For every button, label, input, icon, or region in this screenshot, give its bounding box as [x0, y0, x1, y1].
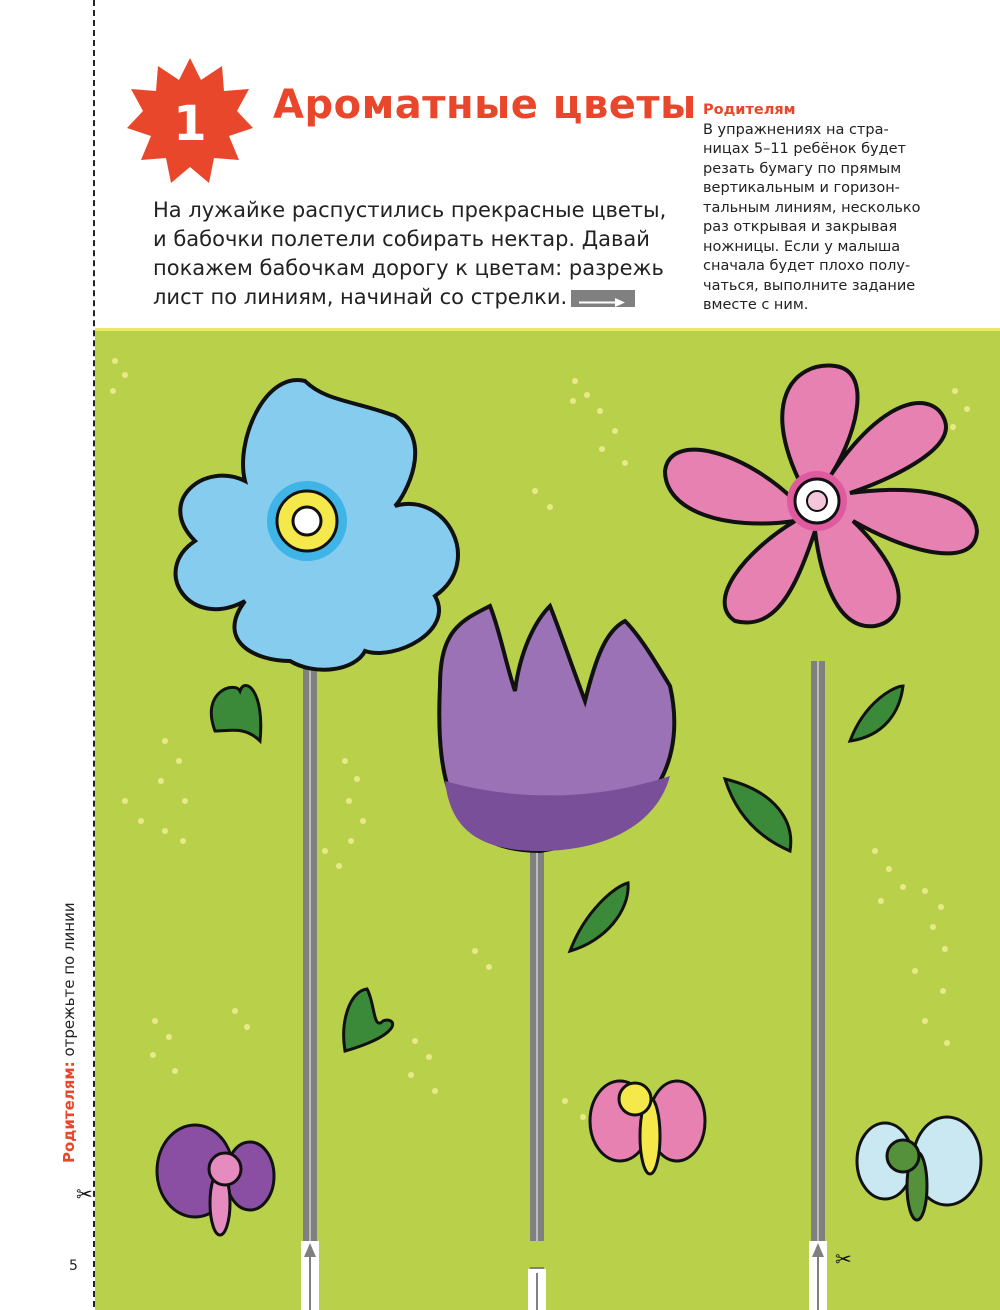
parents-note-line: тальным линиям, несколько	[703, 199, 921, 216]
start-arrow-icon	[809, 1241, 827, 1310]
scissors-icon: ✂	[76, 1182, 93, 1206]
parents-note-title: Родителям	[703, 102, 796, 118]
intro-line: лист по линиям, начинай со стрелки.	[153, 283, 683, 312]
butterfly-purple	[157, 1125, 274, 1235]
side-cut-instruction: Родителям: отрежьте по линии	[60, 902, 78, 1163]
parents-note	[703, 101, 938, 316]
parents-note-line: ножницы. Если у малыша	[703, 238, 901, 255]
butterfly-blue	[857, 1117, 981, 1220]
intro-line: На лужайке распустились прекрасные цветы,	[153, 198, 667, 222]
starburst-icon	[125, 56, 255, 186]
parents-note-line: сначала будет плохо полу-	[703, 258, 911, 274]
exercise-number: 1	[173, 96, 207, 152]
parents-note-line: вертикальным и горизон-	[703, 180, 900, 196]
butterfly-pink	[590, 1081, 705, 1174]
pink-flower	[665, 366, 977, 627]
page-title: Ароматные цветы	[273, 82, 697, 128]
blue-flower	[176, 380, 458, 670]
meadow-illustration	[95, 328, 1000, 1310]
parents-note-line: резать бумагу по прямым	[703, 160, 902, 177]
scissors-icon: ✂	[835, 1247, 852, 1271]
intro-text	[153, 196, 683, 312]
start-arrow-icon	[301, 1241, 319, 1310]
exercise-number-badge	[125, 56, 255, 186]
parents-note-line: ницах 5–11 ребёнок будет	[703, 141, 907, 157]
meadow-scene	[95, 331, 1000, 1310]
parents-note-line: чаться, выполните задание	[703, 277, 916, 294]
page-number: 5	[69, 1258, 78, 1274]
purple-tulip	[439, 606, 674, 851]
intro-line: покажем бабочкам дорогу к цветам: разрежь	[153, 256, 664, 280]
parents-note-line: раз открывая и закрывая	[703, 219, 898, 235]
parents-note-line: В упражнениях на стра-	[703, 121, 889, 138]
intro-line: и бабочки полетели собирать нектар. Давай	[153, 227, 650, 251]
start-arrow-icon	[571, 290, 635, 307]
parents-note-line: вместе с ним.	[703, 297, 809, 313]
